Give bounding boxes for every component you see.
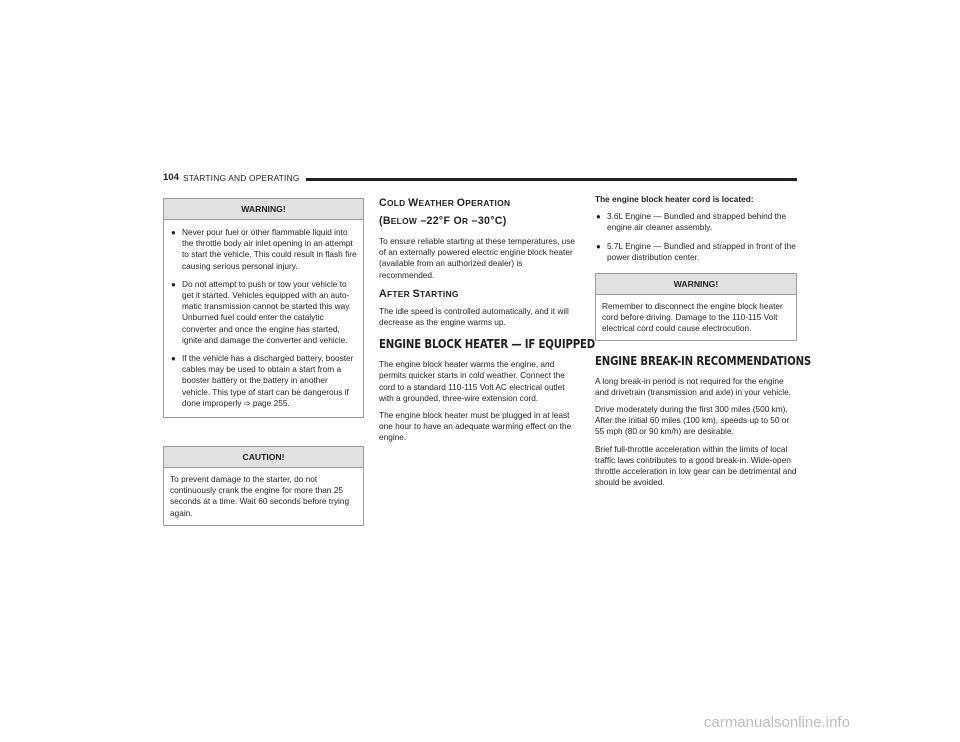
list-item: ● 5.7L Engine — Bundled and strapped in front of the power distribution center. [596,240,796,262]
bullet-icon: ● [171,228,176,237]
block-heater-text-1: The engine block heater warms the engine, and permits quicker starts in cold weather. Connect the cord to a standard 110-115 Volt AC electrical outlet with a grounded, three-wire extension cord. [379,359,565,403]
warning-title: WARNING! [596,274,796,295]
section-title: STARTING AND OPERATING [183,173,300,183]
page-number: 104 [163,172,179,183]
warning-box [163,198,364,418]
caution-title: CAUTION! [164,447,363,468]
list-item: ● Never pour fuel or other flammable liquid into the throttle body air inlet opening in an attempt to start the vehicle. This could result in flash fire causing serious personal injury. [171,227,357,271]
break-in-text-3: Brief full-throttle acceleration within the limits of local traffic laws contributes to a good break-in. Wide-open throttle acceleration in low gear can be detrimental and should be avoided. [595,443,797,488]
warning-title: WARNING! [164,199,363,220]
after-starting-text: The idle speed is controlled automatically, and it will decrease as the engine warms up. [379,305,569,328]
column-right [595,194,812,494]
caution-box [163,446,364,526]
header-rule [306,178,797,181]
break-in-text-1: A long break-in period is not required for the engine and drivetrain (transmission and axle) in your vehicle. [595,375,791,397]
column-left [163,198,364,544]
cord-location-lead: The engine block heater cord is located: [595,194,754,204]
block-heater-text-2: The engine block heater must be plugged in at least one hour to have an adequate warming effect on the engine. [379,410,572,443]
page-reference-arrow-icon: ➩ [243,398,251,408]
bullet-icon: ● [596,212,601,222]
caution-text: To prevent damage to the starter, do not continuously crank the engine for more than 25 seconds at a time. Wait 60 seconds before trying again. [170,474,350,518]
list-item: ● Do not attempt to push or tow your vehicle to get it started. Vehicles equipped with an auto-matic transmission cannot be started this way. Unburned fuel could enter the catalytic converter and once the engine has started, ignite and damage the converter and vehicle. [171,278,352,345]
page-reference-link[interactable]: page 255. [252,397,290,408]
watermark: carmanualsonline.info [704,714,850,731]
cold-weather-text: To ensure reliable starting at these temperatures, use of an externally powered electric engine block heater (available from an authorized dealer) is recommended. [379,236,576,280]
list-item: ● 3.6L Engine — Bundled and strapped behind the engine air cleaner assembly. [596,211,787,233]
warning-text: Remember to disconnect the engine block heater cord before driving. Damage to the 110-115 Volt electrical cord could cause electrocution. [602,301,783,334]
break-in-heading: ENGINE BREAK-IN RECOMMENDATIONS [595,352,812,368]
bullet-icon: ● [171,354,176,364]
page-header [163,172,797,188]
cord-location-list [595,211,797,263]
warning-box [595,273,797,341]
after-starting-heading: AFTER STARTING [379,287,459,300]
column-middle [379,194,596,450]
cold-weather-heading: COLD WEATHER OPERATION (BELOW –22°F OR –30°C) [379,197,511,227]
list-item: ● If the vehicle has a discharged battery, booster cables may be used to obtain a start from a booster battery or the battery in another vehicle. This type of start can be dangerous if done improperly ➩ page 255. [171,353,354,408]
warning-list [170,227,357,409]
block-heater-heading: ENGINE BLOCK HEATER — IF EQUIPPED [379,336,596,352]
break-in-text-2: Drive moderately during the first 300 miles (500 km). After the initial 60 miles (100 km), speeds up to 50 or 55 mph (80 or 90 km/h) are desirable. [595,404,790,437]
bullet-icon: ● [171,279,176,289]
bullet-icon: ● [596,241,601,251]
